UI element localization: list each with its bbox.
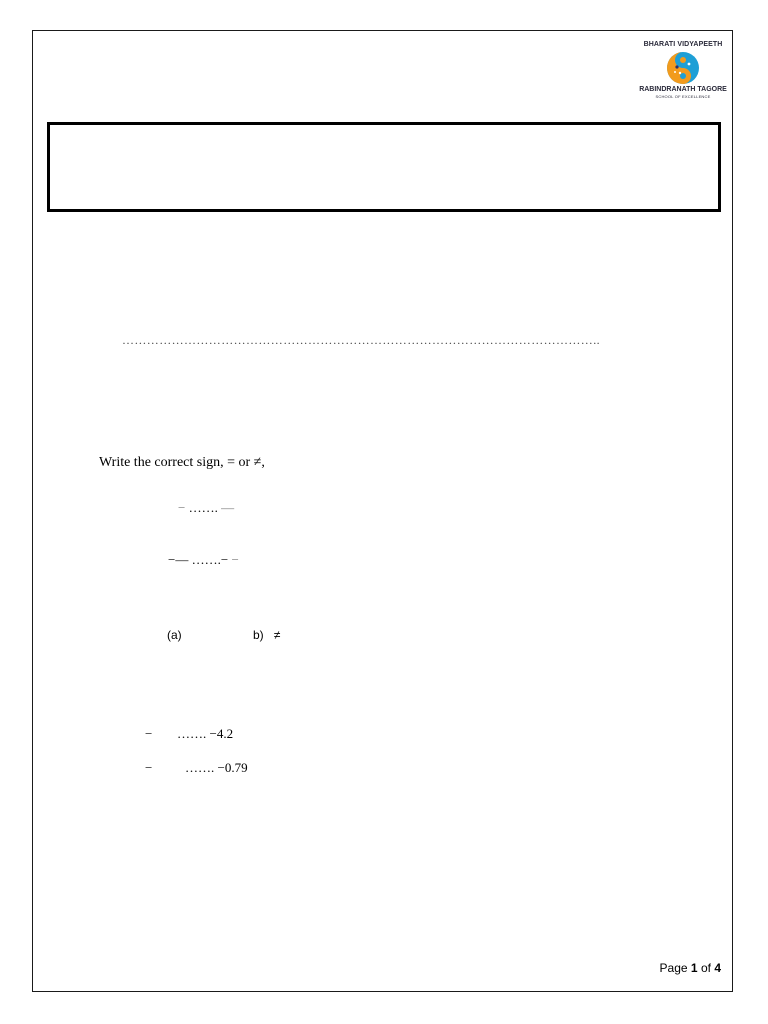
option-b-label: b)	[253, 628, 264, 642]
question-2-minus: −	[145, 760, 153, 775]
option-a: (a)	[167, 628, 182, 642]
logo-emblem-icon	[666, 51, 700, 85]
expression-2-right: −	[220, 552, 229, 567]
expression-2-left: −—	[168, 552, 189, 567]
expression-2	[168, 552, 239, 568]
school-logo	[628, 40, 738, 99]
expression-2-tail: −	[231, 552, 239, 567]
footer-of: of	[700, 961, 711, 975]
fill-in-dotted-line: ……………………………………………………………………………………………………..	[122, 333, 600, 347]
title-box	[47, 122, 721, 212]
question-instruction: Write the correct sign, = or ≠,	[99, 455, 265, 470]
question-1-text: ……. −4.2	[177, 726, 234, 741]
question-2-text: ……. −0.79	[185, 760, 248, 775]
option-b	[253, 628, 280, 642]
expression-1-left: −	[178, 500, 186, 515]
page-footer	[660, 961, 721, 975]
logo-subtitle: SCHOOL OF EXCELLENCE	[655, 94, 711, 99]
question-1-minus: −	[145, 726, 153, 741]
footer-current-page: 1	[690, 961, 698, 975]
expression-1-dots: …….	[188, 500, 218, 515]
expression-1	[178, 500, 234, 516]
option-b-symbol: ≠	[273, 628, 281, 642]
expression-1-right: —	[221, 500, 235, 515]
footer-prefix: Page	[659, 961, 688, 975]
logo-name: RABINDRANATH TAGORE	[639, 86, 727, 93]
logo-top-text: BHARATI VIDYAPEETH	[643, 41, 723, 48]
expression-2-dots: …….	[191, 552, 221, 567]
footer-total-pages: 4	[714, 961, 721, 975]
